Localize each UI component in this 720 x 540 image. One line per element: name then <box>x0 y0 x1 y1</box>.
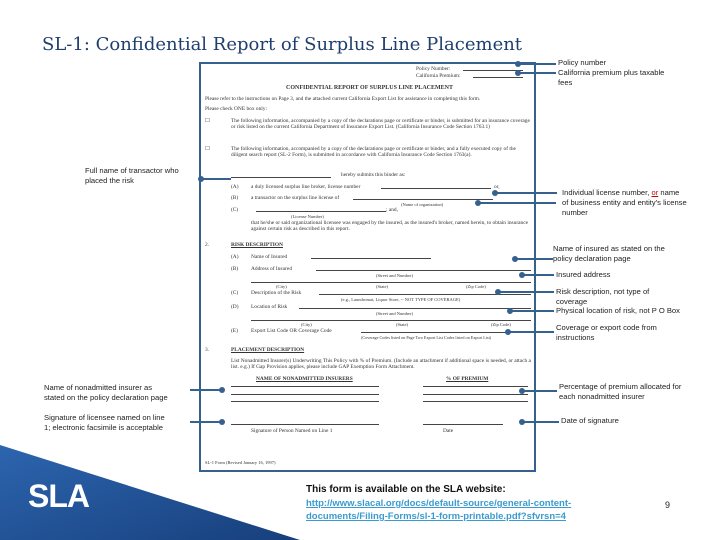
annotation-risk-location: Physical location of risk, not P O Box <box>556 306 680 315</box>
arrow <box>498 291 554 293</box>
rd: (D) <box>231 304 239 310</box>
rb: (B) <box>231 266 239 272</box>
annotation-insured-name: Name of insured as stated on the policy declaration page <box>553 244 665 263</box>
and: ; and, <box>386 207 398 213</box>
rc-hint: (e.g., Laundromat, Liquor Store, -- NOT TYPE OF COVERAGE) <box>341 297 461 302</box>
a-label: (A) <box>231 184 239 190</box>
annotation-policy: Policy number <box>558 58 607 67</box>
b-label: (B) <box>231 195 239 201</box>
date-label: Date <box>443 428 454 434</box>
california-premium-field: California Premium: <box>416 73 461 79</box>
option-2: The following information, accompanied by a copy of the declarations page or certificate or binder, and a fully executed copy of the diligent search report (SL-2 Form), is submitted in accordance with California Insurance Code Section 1763(a). <box>231 146 516 158</box>
c-text: that he/she or said organizational licensee was engaged by the insured, as the insured's broker, named herein, to obtain insurance against certain risk as described in this report. <box>251 220 528 232</box>
annotation-risk-description: Risk description, not type of coverage <box>556 287 650 306</box>
state2: (State) <box>396 322 408 327</box>
placement-heading: PLACEMENT DESCRIPTION <box>231 347 305 353</box>
zip2: (Zip Code) <box>491 322 511 327</box>
rb-text: Address of Insured <box>251 266 293 272</box>
or: or, <box>494 184 500 190</box>
form-intro: Please refer to the instructions on Page 3, and the attached current California Export List for assistance in completing this form. <box>205 96 481 102</box>
a-text: a duly licensed surplus line broker, license number <box>251 184 361 190</box>
re: (E) <box>231 328 238 334</box>
arrow <box>518 63 556 65</box>
arrow <box>522 421 559 423</box>
license-number: (License Number) <box>291 214 324 219</box>
zip: (Zip Code) <box>466 284 486 289</box>
section-2: 2. <box>205 242 210 248</box>
annotation-premium: California premium plus taxable fees <box>558 68 665 87</box>
ra-text: Name of Insured <box>251 254 288 260</box>
form-download-link[interactable]: http://www.slacal.org/docs/default-source/general-content-documents/Filing-Forms/sl-1-form-printable.pdf?sfvrsn=4 <box>306 498 572 522</box>
street2: (Street and Number) <box>376 311 413 316</box>
annotation-code: Coverage or export code from instructions <box>556 323 657 342</box>
signature-label: Signature of Person Named on Line 1 <box>251 428 333 434</box>
risk-heading: RISK DESCRIPTION <box>231 242 283 248</box>
license-text-b: name of business entity and entity's license number <box>562 188 687 217</box>
policy-number-field: Policy Number: <box>416 66 451 72</box>
rc-text: Description of the Risk <box>251 290 302 296</box>
rd-text: Location of Risk <box>251 304 288 310</box>
sla-logo: SLA <box>28 478 89 514</box>
city2: (City) <box>301 322 312 327</box>
re-text: Export List Code OR Coverage Code <box>251 328 332 334</box>
placement-text: List Nonadmitted Insurer(s) Underwriting This Policy with % of Premium. (Include an attachment if additional space is needed, or attach a list. e.g.) If Gap Provision applies, please include GAP Exemption Form Attachment. <box>231 358 531 370</box>
arrow <box>522 274 554 276</box>
arrow <box>522 390 557 392</box>
section-3: 3. <box>205 347 210 353</box>
arrow <box>510 310 554 312</box>
slide-title: SL-1: Confidential Report of Surplus Line Placement <box>42 34 523 55</box>
rc: (C) <box>231 290 239 296</box>
annotation-transactor: Full name of transactor who placed the risk <box>85 166 179 185</box>
annotation-date: Date of signature <box>561 416 619 425</box>
arrow <box>508 331 554 333</box>
license-or: or <box>651 188 659 197</box>
checkbox-2: ☐ <box>205 146 210 152</box>
street: (Street and Number) <box>376 273 413 278</box>
re-hint: (Coverage Codes listed on Page Two Export List Codes listed on Export List) <box>361 335 492 340</box>
license-text-a: Individual license number, <box>562 188 652 197</box>
col-premium: % OF PREMIUM <box>446 376 489 382</box>
page-number: 9 <box>665 500 671 510</box>
ra: (A) <box>231 254 239 260</box>
arrow <box>515 258 553 260</box>
annotation-insured-address: Insured address <box>556 270 611 279</box>
checkbox-1: ☐ <box>205 118 210 124</box>
form-heading: CONFIDENTIAL REPORT OF SURPLUS LINE PLACEMENT <box>286 85 453 91</box>
arrow <box>478 202 556 204</box>
annotation-license <box>562 188 687 218</box>
sl1-form-image <box>199 62 536 472</box>
submits: hereby submits this binder as: <box>341 172 406 178</box>
annotation-percentage: Percentage of premium allocated for each nonadmitted insurer <box>559 382 682 401</box>
b-text: a transactor on the surplus line license of <box>251 195 340 201</box>
availability-text: This form is available on the SLA website: <box>306 484 506 495</box>
arrow <box>495 192 557 194</box>
arrow <box>190 389 222 391</box>
annotation-signature: Signature of licensee named on line 1; electronic facsimile is acceptable <box>44 413 165 432</box>
annotation-insurer: Name of nonadmitted insurer as stated on the policy declaration page <box>44 383 168 402</box>
check-one: Please check ONE box only: <box>205 106 267 112</box>
c-label: (C) <box>231 207 239 213</box>
name-org: (Name of organization) <box>401 202 444 207</box>
option-1: The following information, accompanied by a copy of the declarations page or certificate or binder, is submitted for an insurance coverage or risk listed on the current California Department of Insurance Export List. (California Insurance Code Section 1763.1) <box>231 118 530 130</box>
state: (State) <box>376 284 388 289</box>
arrow <box>518 72 556 74</box>
col-insurer: NAME OF NONADMITTED INSURERS <box>256 376 353 382</box>
city: (City) <box>276 284 287 289</box>
arrow <box>201 178 231 180</box>
revised: SL-1 Form (Revised January 16, 1997) <box>205 460 276 465</box>
arrow <box>190 421 222 423</box>
